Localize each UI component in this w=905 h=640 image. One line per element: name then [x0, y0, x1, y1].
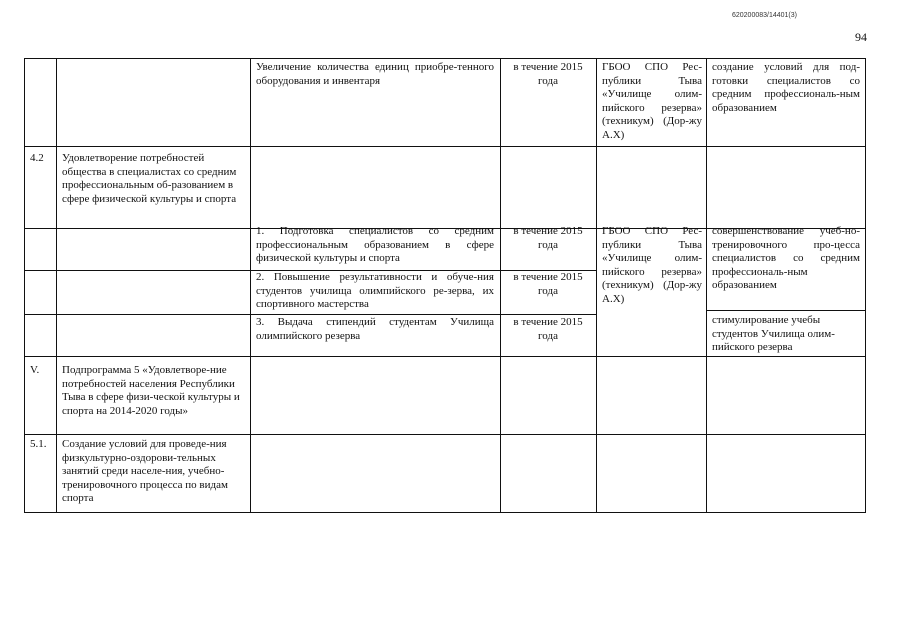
activity-3-term: в течение 2015 года — [513, 316, 583, 342]
row0-executor: ГБОО СПО Рес-публики Тыва «Училище олим-пийского резерва» (техникум) (Дор-жу А.Х) — [602, 61, 702, 141]
activity-3-result: стимулирование учебы студентов Училища олим-пийского резерва — [712, 314, 835, 353]
row0-term: в течение 2015 года — [513, 61, 583, 87]
row-5-1-task: Создание условий для проведе-ния физкультурно-оздорови-тельных занятий среди населе-ния, учебно-тренировочного процесса по видам спорта — [62, 438, 228, 504]
document-id: 620200083/14401(3) — [731, 12, 797, 19]
row-5-1-number: 5.1. — [30, 438, 47, 450]
row0-result: создание условий для под-готовки специалистов со средним профессиональ-ным образованием — [712, 61, 860, 114]
activity-1-term: в течение 2015 года — [513, 225, 583, 251]
activities-1-2-result: совершенствование учеб-но-тренировочного про-цесса специалистов со средним профессиональ-ным образованием — [712, 225, 860, 291]
activity-3: 3. Выдача стипендий студентам Училища олимпийского резерва — [256, 316, 494, 342]
row0-activity: Увеличение количества единиц приобре-тенного оборудования и инвентаря — [256, 61, 494, 87]
activity-2-term: в течение 2015 года — [513, 271, 583, 297]
row-4-2-number: 4.2 — [30, 152, 44, 164]
page-number: 94 — [855, 30, 867, 44]
row-v-task: Подпрограмма 5 «Удовлетворе-ние потребностей населения Республики Тыва в сфере физи-ческой культуры и спорта на 2014-2020 годы» — [62, 364, 240, 417]
activities-executor: ГБОО СПО Рес-публики Тыва «Училище олим-пийского резерва» (техникум) (Дор-жу А.Х) — [602, 225, 702, 305]
activity-2: 2. Повышение результативности и обуче-ния студентов училища олимпийского ре-зерва, их спортивного мастерства — [256, 271, 494, 310]
row-v-number: V. — [30, 364, 40, 376]
activity-1: 1. Подготовка специалистов со средним профессиональным образованием в сфере физической культуры и спорта — [256, 225, 494, 264]
row-4-2-task: Удовлетворение потребностей общества в специалистах со средним профессиональным об-разованием в сфере физической культуры и спорта — [62, 152, 237, 205]
